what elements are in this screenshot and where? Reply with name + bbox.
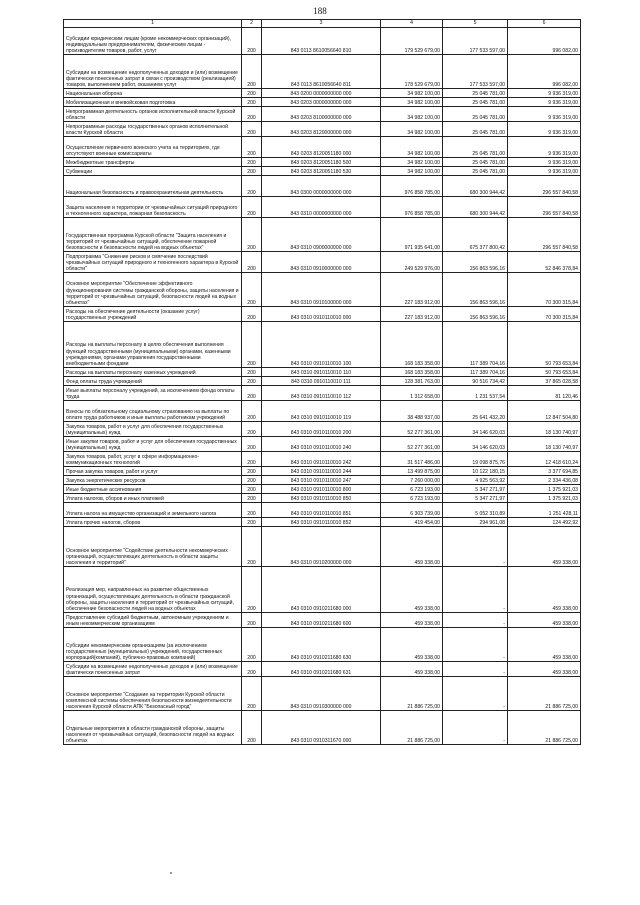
row-name: Национальная оборона [64, 89, 242, 98]
table-row [64, 55, 581, 89]
row-line-code: 200 [242, 527, 262, 567]
row-executed-amount: - [443, 677, 508, 711]
row-line-code: 200 [242, 503, 262, 518]
row-unexecuted-amount: 9 936 319,00 [508, 107, 581, 122]
row-line-code: 200 [242, 452, 262, 467]
table-row [64, 467, 581, 476]
row-line-code: 200 [242, 89, 262, 98]
table-row [64, 307, 581, 322]
row-budget-code: 843 0203 8120051180 000 [262, 137, 381, 158]
row-executed-amount: 25 045 781,00 [443, 122, 508, 137]
row-executed-amount: 5 347 271,97 [443, 485, 508, 494]
row-budget-code: 843 0310 0910311670 000 [262, 711, 381, 745]
table-row [64, 422, 581, 437]
column-header-1: 1 [64, 20, 242, 28]
row-approved-amount: 38 488 937,00 [381, 401, 443, 422]
row-executed-amount: - [443, 628, 508, 662]
column-header-2: 2 [242, 20, 262, 28]
row-name: Основное мероприятие "Содействие деятельности некоммерческих организаций, осуществляющих деятельность в области защиты населения и территорий" [64, 527, 242, 567]
row-budget-code: 843 0310 0910211680 000 [262, 567, 381, 613]
row-line-code: 200 [242, 167, 262, 176]
column-header-4: 4 [381, 20, 443, 28]
row-executed-amount: 675 377 800,42 [443, 218, 508, 252]
row-unexecuted-amount: 9 936 319,00 [508, 137, 581, 158]
row-budget-code: 843 0310 0910200000 000 [262, 527, 381, 567]
table-row [64, 197, 581, 218]
table-row [64, 437, 581, 452]
row-line-code: 200 [242, 252, 262, 273]
row-unexecuted-amount: 18 130 740,97 [508, 437, 581, 452]
row-unexecuted-amount: 296 557 840,58 [508, 218, 581, 252]
row-line-code: 200 [242, 218, 262, 252]
table-row [64, 485, 581, 494]
row-line-code: 200 [242, 494, 262, 503]
row-name: Предоставление субсидий бюджетным, автономным учреждениям и иным некоммерческим организациям [64, 613, 242, 628]
table-row [64, 322, 581, 368]
row-unexecuted-amount: 37 865 028,58 [508, 377, 581, 386]
row-budget-code: 843 0310 0000000000 000 [262, 197, 381, 218]
row-name: Расходы на выплаты персоналу казенных учреждений [64, 368, 242, 377]
table-body [64, 28, 581, 745]
row-budget-code: 843 0203 8120000000 000 [262, 122, 381, 137]
table-row [64, 252, 581, 273]
row-approved-amount: 179 529 679,00 [381, 28, 443, 55]
row-name: Межбюджетные трансферты [64, 158, 242, 167]
row-name: Уплата налога на имущество организаций и земельного налога [64, 503, 242, 518]
row-approved-amount: 34 982 100,00 [381, 158, 443, 167]
row-unexecuted-amount: 459 338,00 [508, 662, 581, 677]
row-approved-amount: 52 277 361,00 [381, 422, 443, 437]
row-approved-amount: 34 982 100,00 [381, 137, 443, 158]
row-unexecuted-amount: 70 300 315,84 [508, 307, 581, 322]
table-row [64, 98, 581, 107]
row-approved-amount: 52 277 361,00 [381, 437, 443, 452]
row-unexecuted-amount: 3 377 694,85 [508, 467, 581, 476]
row-unexecuted-amount: 9 936 319,00 [508, 167, 581, 176]
row-budget-code: 843 0310 0910110010 110 [262, 368, 381, 377]
row-name: Государственная программа Курской области "Защита населения и территорий от чрезвычайных ситуаций, обеспечение пожарной безопасности и безопасности людей на водных объектах" [64, 218, 242, 252]
row-approved-amount: 249 529 976,00 [381, 252, 443, 273]
row-line-code: 200 [242, 377, 262, 386]
row-name: Защита населения и территории от чрезвычайных ситуаций природного и техногенного характера, пожарная безопасность [64, 197, 242, 218]
row-budget-code: 843 0310 0910211680 631 [262, 662, 381, 677]
row-approved-amount: 31 517 486,00 [381, 452, 443, 467]
row-executed-amount: 5 052 310,89 [443, 503, 508, 518]
row-line-code: 200 [242, 122, 262, 137]
table-row [64, 401, 581, 422]
table-row [64, 89, 581, 98]
row-executed-amount: 25 045 781,00 [443, 137, 508, 158]
row-approved-amount: 6 723 193,00 [381, 485, 443, 494]
row-executed-amount: 19 098 875,76 [443, 452, 508, 467]
row-unexecuted-amount: 459 338,00 [508, 567, 581, 613]
row-approved-amount: 976 858 785,00 [381, 176, 443, 197]
row-name: Субсидии юридическим лицам (кроме некоммерческих организаций), индивидуальным предпринимателям, физическим лицам - производителям товаров, работ, услуг [64, 28, 242, 55]
table-row [64, 567, 581, 613]
page-number: 188 [313, 6, 327, 16]
row-budget-code: 843 0300 0000000000 000 [262, 176, 381, 197]
row-line-code: 200 [242, 197, 262, 218]
column-header-3: 3 [262, 20, 381, 28]
row-approved-amount: 976 858 785,00 [381, 197, 443, 218]
row-budget-code: 843 0203 8100000000 000 [262, 107, 381, 122]
row-line-code: 200 [242, 485, 262, 494]
row-line-code: 200 [242, 467, 262, 476]
row-unexecuted-amount: 70 300 315,84 [508, 273, 581, 307]
row-unexecuted-amount: 50 793 653,84 [508, 322, 581, 368]
row-name: Непрограммные расходы государственных органов исполнительной власти Курской области [64, 122, 242, 137]
table-row [64, 158, 581, 167]
row-budget-code: 843 0310 0910211680 600 [262, 613, 381, 628]
row-name: Субсидии на возмещение недополученных доходов и (или) возмещение фактически понесенных затрат в связи с производством (реализацией) товаров, выполнением работ, оказанием услуг [64, 55, 242, 89]
row-name: Фонд оплаты труда учреждений [64, 377, 242, 386]
row-unexecuted-amount: 12 847 504,80 [508, 401, 581, 422]
row-line-code: 200 [242, 677, 262, 711]
row-line-code: 200 [242, 98, 262, 107]
table-row [64, 368, 581, 377]
row-line-code: 200 [242, 137, 262, 158]
row-unexecuted-amount: 1 251 428,11 [508, 503, 581, 518]
row-budget-code: 843 0310 0910110010 852 [262, 518, 381, 527]
row-name: Реализация мер, направленных на развитие общественных организаций, осуществляющих деятельность в области гражданской обороны, защиты населения и территорий от чрезвычайных ситуаций, обеспечение безопасности людей на водных объектах [64, 567, 242, 613]
row-budget-code: 843 0310 0910110010 240 [262, 437, 381, 452]
row-executed-amount: 25 045 781,00 [443, 158, 508, 167]
row-name: Национальная безопасность и правоохранительная деятельность [64, 176, 242, 197]
row-executed-amount: - [443, 527, 508, 567]
table-row [64, 476, 581, 485]
row-line-code: 200 [242, 613, 262, 628]
row-unexecuted-amount: 12 418 610,24 [508, 452, 581, 467]
row-approved-amount: 34 982 100,00 [381, 98, 443, 107]
table-row [64, 503, 581, 518]
row-unexecuted-amount: 1 375 921,03 [508, 494, 581, 503]
row-line-code: 200 [242, 386, 262, 401]
column-header-5: 5 [443, 20, 508, 28]
row-line-code: 200 [242, 711, 262, 745]
row-executed-amount: 5 347 271,97 [443, 494, 508, 503]
table-row [64, 218, 581, 252]
row-budget-code: 843 0310 0910300000 000 [262, 677, 381, 711]
table-row [64, 167, 581, 176]
row-approved-amount: 168 183 358,00 [381, 322, 443, 368]
row-line-code: 200 [242, 437, 262, 452]
table-row [64, 137, 581, 158]
row-line-code: 200 [242, 628, 262, 662]
row-budget-code: 843 0310 0910110010 119 [262, 401, 381, 422]
row-unexecuted-amount: 21 886 725,00 [508, 711, 581, 745]
table-row [64, 613, 581, 628]
row-unexecuted-amount: 124 492,92 [508, 518, 581, 527]
table-row [64, 662, 581, 677]
row-name: Закупка энергетических ресурсов [64, 476, 242, 485]
row-budget-code: 843 0310 0910100000 000 [262, 273, 381, 307]
table-row [64, 452, 581, 467]
row-approved-amount: 168 183 358,00 [381, 368, 443, 377]
row-budget-code: 843 0203 8120051180 530 [262, 167, 381, 176]
row-name: Иные выплаты персоналу учреждений, за исключением фонда оплаты труда [64, 386, 242, 401]
row-budget-code: 843 0310 0910110010 111 [262, 377, 381, 386]
row-approved-amount: 21 886 725,00 [381, 677, 443, 711]
row-unexecuted-amount: 459 338,00 [508, 628, 581, 662]
row-budget-code: 843 0203 0000000000 000 [262, 98, 381, 107]
column-header-6: 6 [508, 20, 581, 28]
row-budget-code: 843 0310 0910110010 242 [262, 452, 381, 467]
row-budget-code: 843 0113 8610056640 811 [262, 55, 381, 89]
table-row [64, 677, 581, 711]
row-executed-amount: 156 863 596,16 [443, 273, 508, 307]
row-budget-code: 843 0310 0910110010 800 [262, 485, 381, 494]
row-approved-amount: 419 454,00 [381, 518, 443, 527]
row-executed-amount: 34 146 620,03 [443, 437, 508, 452]
row-executed-amount: 90 516 734,42 [443, 377, 508, 386]
row-unexecuted-amount: 296 557 840,58 [508, 197, 581, 218]
row-approved-amount: 128 381 763,00 [381, 377, 443, 386]
row-executed-amount: 177 533 597,00 [443, 55, 508, 89]
row-line-code: 200 [242, 176, 262, 197]
row-unexecuted-amount: 2 334 436,08 [508, 476, 581, 485]
row-budget-code: 843 0200 0000000000 000 [262, 89, 381, 98]
row-executed-amount: 680 300 944,42 [443, 197, 508, 218]
row-executed-amount: 680 300 944,42 [443, 176, 508, 197]
row-line-code: 200 [242, 476, 262, 485]
row-name: Основное мероприятие "Создание на территории Курской области комплексной системы обеспечения безопасности жизнедеятельности населения Курской области АПК "Безопасный город" [64, 677, 242, 711]
row-name: Непрограммная деятельность органов исполнительной власти Курской области [64, 107, 242, 122]
row-name: Отдельные мероприятия в области гражданской обороны, защиты населения от чрезвычайных ситуаций, безопасности людей на водных объектах [64, 711, 242, 745]
row-executed-amount: 25 641 432,20 [443, 401, 508, 422]
row-budget-code: 843 0310 0910110010 851 [262, 503, 381, 518]
column-number-row [64, 20, 581, 28]
row-unexecuted-amount: 9 936 319,00 [508, 122, 581, 137]
row-approved-amount: 6 723 193,00 [381, 494, 443, 503]
row-line-code: 200 [242, 158, 262, 167]
row-name: Расходы на обеспечение деятельности (оказание услуг) государственных учреждений [64, 307, 242, 322]
row-unexecuted-amount: 9 936 319,00 [508, 89, 581, 98]
row-executed-amount: 294 961,08 [443, 518, 508, 527]
row-executed-amount: 117 389 704,16 [443, 368, 508, 377]
row-approved-amount: 459 338,00 [381, 527, 443, 567]
row-name: Закупка товаров, работ, услуг в сфере информационно-коммуникационных технологий [64, 452, 242, 467]
table-row [64, 527, 581, 567]
row-name: Осуществление первичного воинского учета на территориях, где отсутствуют военные комиссариаты [64, 137, 242, 158]
row-unexecuted-amount: 1 375 921,03 [508, 485, 581, 494]
row-approved-amount: 459 338,00 [381, 662, 443, 677]
row-approved-amount: 34 982 100,00 [381, 107, 443, 122]
row-line-code: 200 [242, 518, 262, 527]
row-unexecuted-amount: 996 082,00 [508, 28, 581, 55]
row-line-code: 200 [242, 28, 262, 55]
row-executed-amount: - [443, 711, 508, 745]
row-approved-amount: 459 338,00 [381, 613, 443, 628]
row-budget-code: 843 0310 0910110010 112 [262, 386, 381, 401]
row-budget-code: 843 0310 0910110010 100 [262, 322, 381, 368]
budget-execution-table [63, 19, 581, 745]
row-name: Основное мероприятие "Обеспечение эффективного функционирования системы гражданской обороны, защиты населения и территорий от чрезвычайных ситуаций, безопасности людей на водных объектах" [64, 273, 242, 307]
table-row [64, 273, 581, 307]
row-budget-code: 843 0310 0910110010 247 [262, 476, 381, 485]
row-name: Подпрограмма "Снижение рисков и смягчение последствий чрезвычайных ситуаций природного и техногенного характера в Курской области" [64, 252, 242, 273]
row-name: Закупка товаров, работ и услуг для обеспечения государственных (муниципальных) нужд [64, 422, 242, 437]
row-line-code: 200 [242, 422, 262, 437]
row-executed-amount: 25 045 781,00 [443, 167, 508, 176]
row-name: Взносы по обязательному социальному страхованию на выплаты по оплате труда работников и иные выплаты работникам учреждений [64, 401, 242, 422]
row-approved-amount: 1 312 658,00 [381, 386, 443, 401]
row-executed-amount: 156 863 596,16 [443, 252, 508, 273]
table-row [64, 518, 581, 527]
row-executed-amount: 4 925 563,92 [443, 476, 508, 485]
row-budget-code: 843 0310 0910110010 200 [262, 422, 381, 437]
row-name: Иные бюджетные ассигнования [64, 485, 242, 494]
row-unexecuted-amount: 459 338,00 [508, 613, 581, 628]
row-unexecuted-amount: 50 793 653,84 [508, 368, 581, 377]
row-executed-amount: 177 533 597,00 [443, 28, 508, 55]
row-approved-amount: 7 260 000,00 [381, 476, 443, 485]
row-executed-amount: - [443, 567, 508, 613]
row-approved-amount: 34 982 100,00 [381, 89, 443, 98]
table-row [64, 122, 581, 137]
row-unexecuted-amount: 996 082,00 [508, 55, 581, 89]
row-executed-amount: 25 045 781,00 [443, 89, 508, 98]
row-name: Субсидии некоммерческим организациям (за исключением государственных (муниципальных) учреждений, государственных корпораций(компаний), публично-правовых компаний) [64, 628, 242, 662]
row-name: Уплата прочих налогов, сборов [64, 518, 242, 527]
row-line-code: 200 [242, 567, 262, 613]
table-row [64, 711, 581, 745]
row-approved-amount: 6 303 739,00 [381, 503, 443, 518]
row-line-code: 200 [242, 273, 262, 307]
row-name: Мобилизационная и вневойсковая подготовка [64, 98, 242, 107]
table-row [64, 176, 581, 197]
row-approved-amount: 34 982 100,00 [381, 122, 443, 137]
row-line-code: 200 [242, 107, 262, 122]
row-approved-amount: 34 982 100,00 [381, 167, 443, 176]
row-approved-amount: 459 338,00 [381, 567, 443, 613]
row-executed-amount: 10 122 180,15 [443, 467, 508, 476]
row-approved-amount: 459 338,00 [381, 628, 443, 662]
row-budget-code: 843 0203 8120051180 500 [262, 158, 381, 167]
table-row [64, 494, 581, 503]
row-line-code: 200 [242, 368, 262, 377]
row-name: Субвенции [64, 167, 242, 176]
row-executed-amount: 1 231 537,54 [443, 386, 508, 401]
row-line-code: 200 [242, 55, 262, 89]
row-name: Субсидии на возмещение недополученных доходов и (или) возмещение фактически понесенных затрат [64, 662, 242, 677]
row-name: Уплата налогов, сборов и иных платежей [64, 494, 242, 503]
row-budget-code: 843 0310 0910110010 850 [262, 494, 381, 503]
row-budget-code: 843 0310 0910110010 000 [262, 307, 381, 322]
row-budget-code: 843 0310 0910211680 630 [262, 628, 381, 662]
row-executed-amount: 25 045 781,00 [443, 98, 508, 107]
row-unexecuted-amount: 18 130 740,97 [508, 422, 581, 437]
row-executed-amount: 117 389 704,16 [443, 322, 508, 368]
row-budget-code: 843 0310 0910000000 000 [262, 252, 381, 273]
row-executed-amount: 34 146 620,03 [443, 422, 508, 437]
scan-dot [170, 872, 172, 874]
row-name: Расходы на выплаты персоналу в целях обеспечения выполнения функций государственными (муниципальными) органами, казенными учреждениями, органами управления государственными внебюджетными фондами [64, 322, 242, 368]
table-row [64, 28, 581, 55]
row-budget-code: 843 0310 0910110010 244 [262, 467, 381, 476]
row-unexecuted-amount: 52 846 378,84 [508, 252, 581, 273]
row-line-code: 200 [242, 307, 262, 322]
row-unexecuted-amount: 296 557 840,58 [508, 176, 581, 197]
row-approved-amount: 971 935 641,00 [381, 218, 443, 252]
table-row [64, 386, 581, 401]
table-row [64, 107, 581, 122]
row-unexecuted-amount: 9 936 319,00 [508, 98, 581, 107]
row-budget-code: 843 0113 8610056640 810 [262, 28, 381, 55]
row-executed-amount: 156 863 596,16 [443, 307, 508, 322]
row-approved-amount: 178 529 679,00 [381, 55, 443, 89]
row-unexecuted-amount: 9 936 319,00 [508, 158, 581, 167]
row-unexecuted-amount: 21 886 725,00 [508, 677, 581, 711]
table-row [64, 628, 581, 662]
row-name: Прочая закупка товаров, работ и услуг [64, 467, 242, 476]
row-unexecuted-amount: 459 338,00 [508, 527, 581, 567]
row-executed-amount: - [443, 613, 508, 628]
row-line-code: 200 [242, 322, 262, 368]
table-row [64, 377, 581, 386]
row-approved-amount: 227 183 912,00 [381, 273, 443, 307]
row-line-code: 200 [242, 401, 262, 422]
row-name: Иные закупки товаров, работ и услуг для обеспечения государственных (муниципальных) нужд [64, 437, 242, 452]
row-unexecuted-amount: 81 120,46 [508, 386, 581, 401]
row-approved-amount: 227 183 912,00 [381, 307, 443, 322]
row-approved-amount: 13 499 875,00 [381, 467, 443, 476]
row-approved-amount: 21 886 725,00 [381, 711, 443, 745]
row-budget-code: 843 0310 0900000000 000 [262, 218, 381, 252]
row-executed-amount: - [443, 662, 508, 677]
row-executed-amount: 25 045 781,00 [443, 107, 508, 122]
row-line-code: 200 [242, 662, 262, 677]
